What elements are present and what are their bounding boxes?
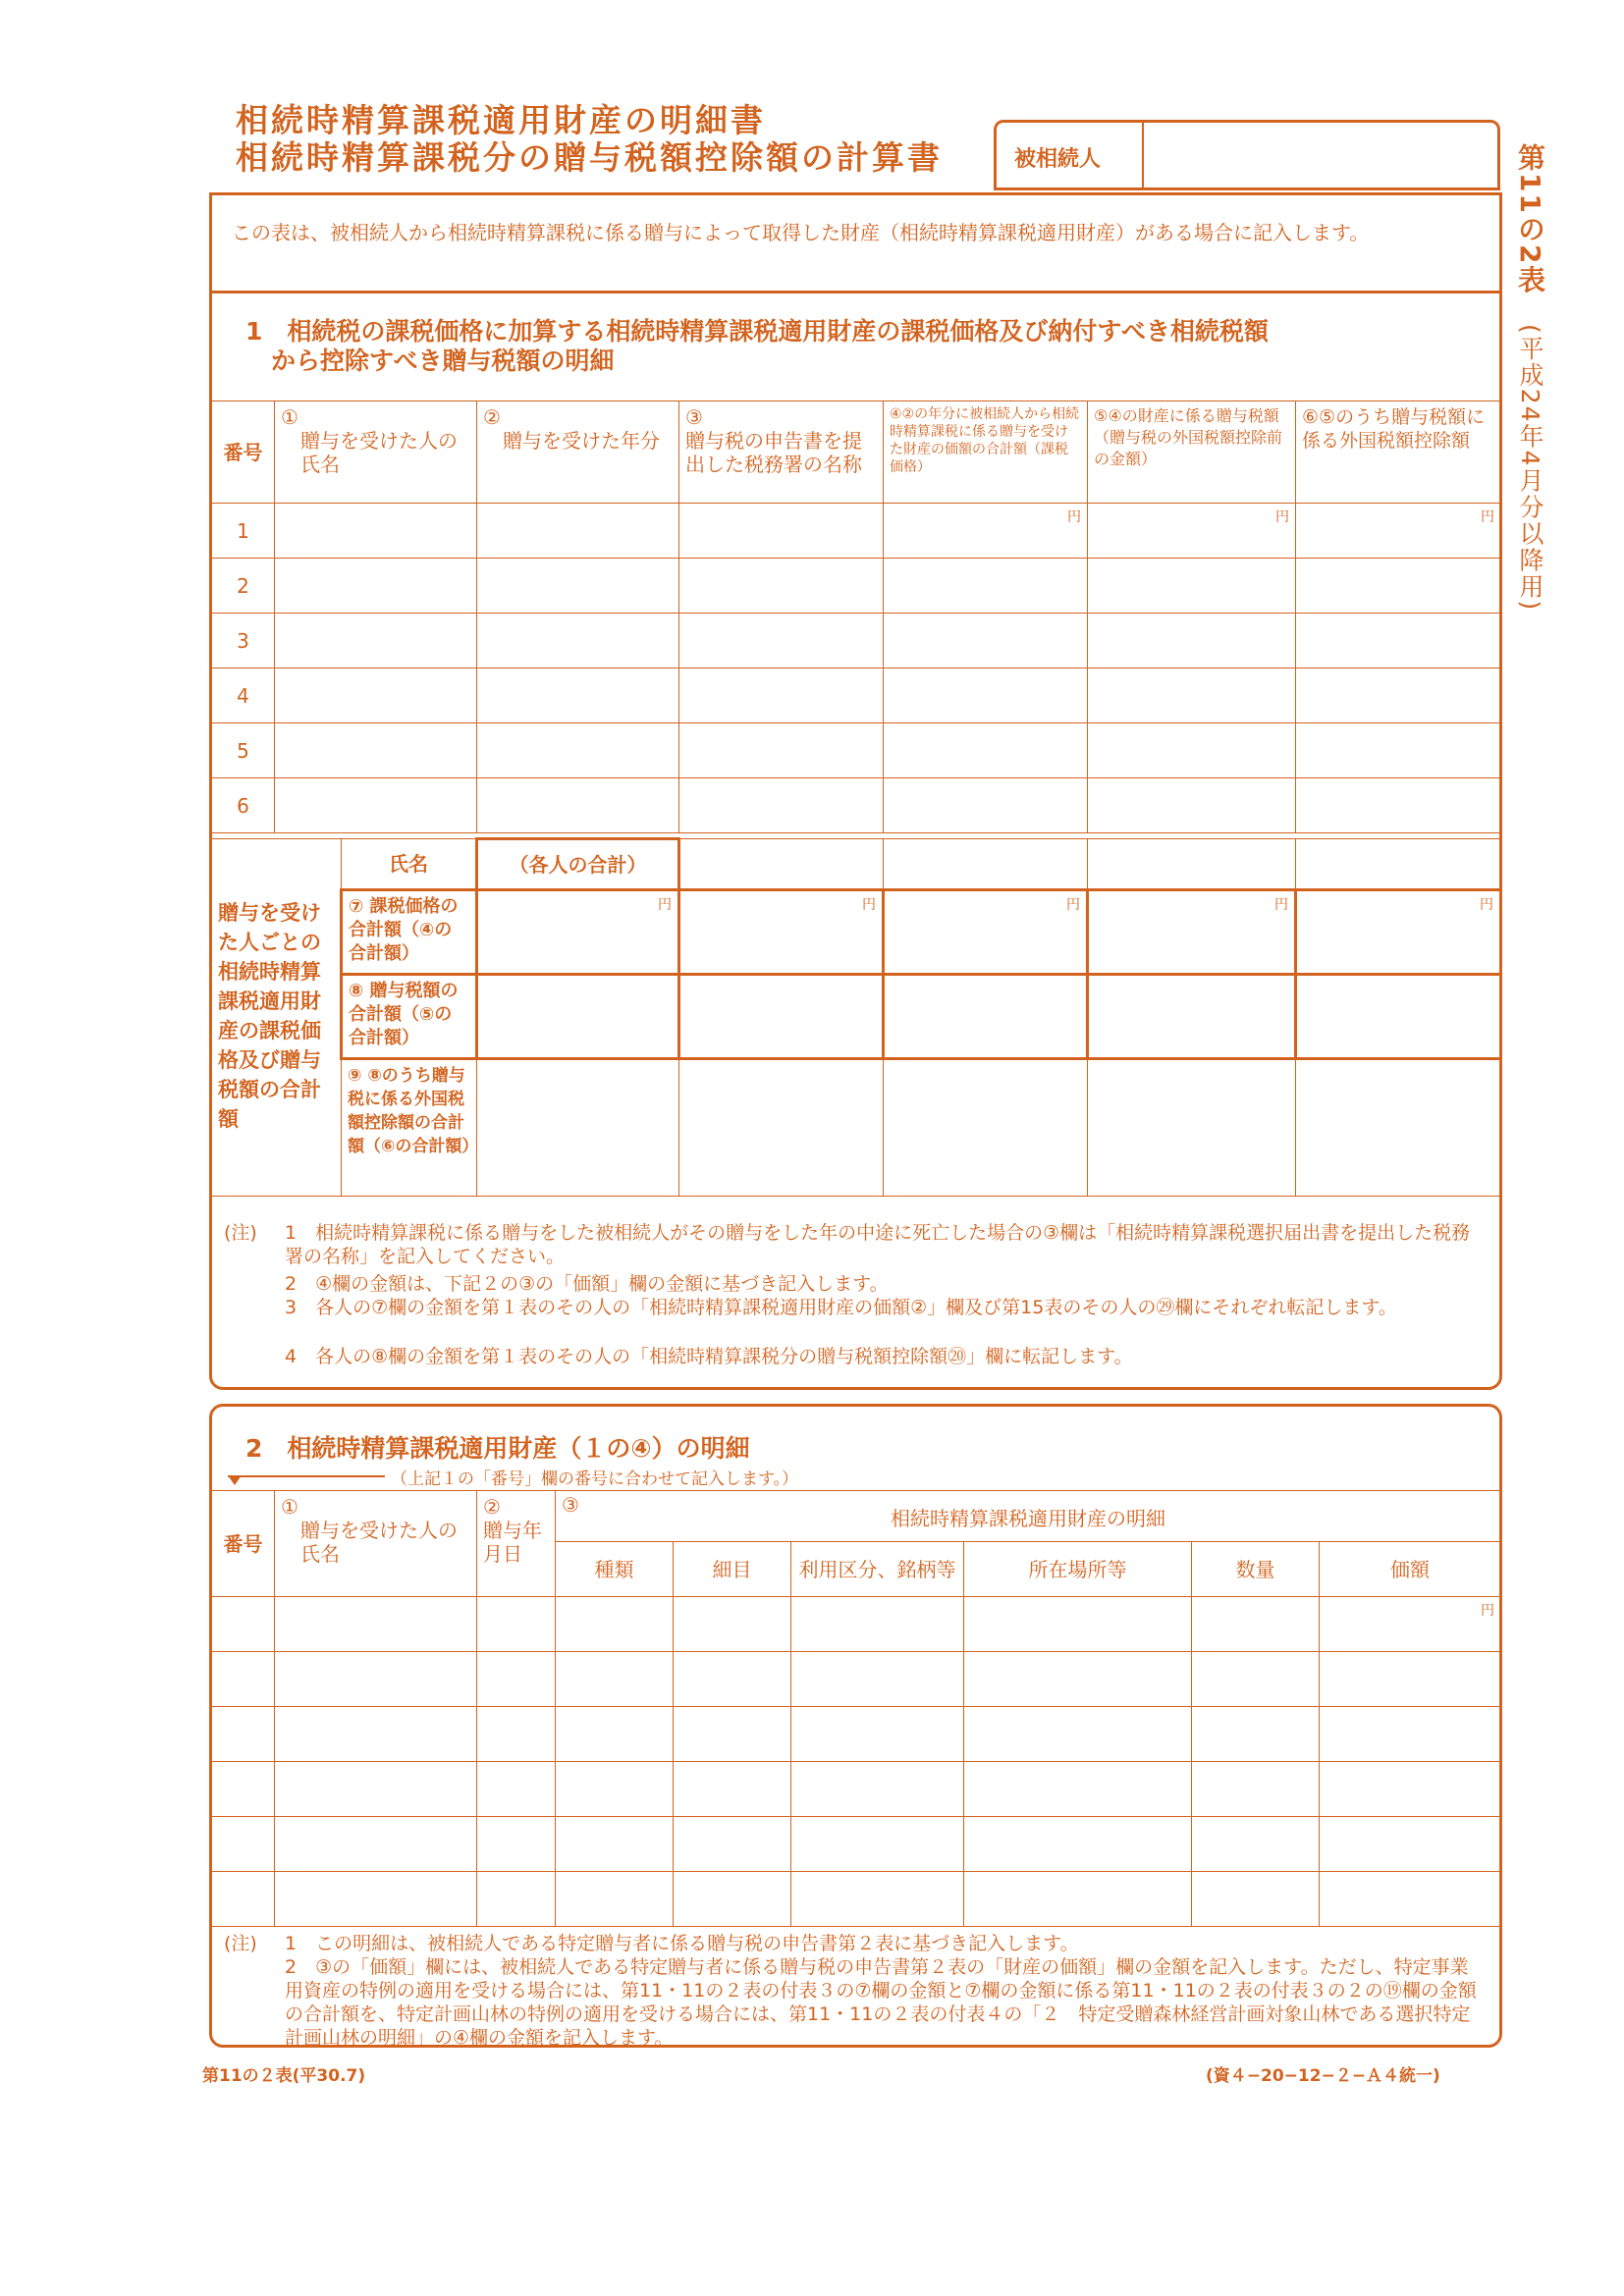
arrow-line [228, 1475, 385, 1477]
s2-col1-header [275, 1491, 477, 1597]
s2-usage-cell[interactable] [791, 1817, 964, 1872]
col5-label: ④の財産に係る贈与税額（贈与税の外国税額控除前の金額） [1094, 406, 1283, 468]
s2-number-cell[interactable] [212, 1652, 275, 1707]
foreign-credit-cell[interactable] [1296, 778, 1501, 833]
notes1-item4: 4 各人の⑧欄の金額を第１表のその人の「相続時精算課税分の贈与税額控除額⑳」欄に転記します。 [285, 1346, 1133, 1367]
s2-usage-cell[interactable] [791, 1762, 964, 1817]
s2-date-cell[interactable] [477, 1762, 556, 1817]
row-number: 2 [212, 559, 275, 614]
name-cell[interactable] [275, 614, 477, 668]
person-value-cell[interactable]: 円 [1088, 890, 1296, 975]
s2-number-cell[interactable] [212, 1817, 275, 1872]
section1-table [211, 400, 1501, 833]
name-cell[interactable] [275, 778, 477, 833]
s2-col2-header [477, 1491, 556, 1597]
col2-header [477, 401, 679, 504]
s2-name-cell[interactable] [275, 1597, 477, 1652]
side-period: (平成24年4月分以降用) [1516, 324, 1544, 613]
notes1-item1: 1 相続時精算課税に係る贈与をした被相続人がその贈与をした年の中途に死亡した場合の③欄は「相続時精算課税選択届出書を提出した税務署の名称」を記入してください。 [285, 1222, 1471, 1267]
col3-label: 贈与税の申告書を提出した税務署の名称 [685, 429, 862, 476]
s2-date-cell[interactable] [477, 1707, 556, 1762]
s2-number-cell[interactable] [212, 1872, 275, 1927]
col4-mark: ④ [890, 406, 902, 422]
col5-header [1088, 401, 1296, 504]
year-cell[interactable] [477, 504, 679, 559]
notes1-item2: 2 ④欄の金額は、下記２の③の「価額」欄の金額に基づき記入します。 [285, 1273, 889, 1295]
s2-type-cell[interactable] [556, 1707, 674, 1762]
s2-name-cell[interactable] [275, 1762, 477, 1817]
name-cell[interactable] [275, 668, 477, 723]
s2-value-cell[interactable] [1320, 1707, 1501, 1762]
s2-col2-label: 贈与年月日 [483, 1519, 542, 1566]
s2-number-cell[interactable] [212, 1762, 275, 1817]
value-cell[interactable] [884, 614, 1088, 668]
row-number: 1 [212, 504, 275, 559]
col2-mark: ② [483, 405, 501, 429]
row-number: 5 [212, 723, 275, 778]
s2-name-cell[interactable] [275, 1652, 477, 1707]
name-cell[interactable] [275, 559, 477, 614]
summary-table [211, 837, 1502, 1197]
s2-item-cell[interactable] [674, 1817, 791, 1872]
person-value-cell[interactable]: 円 [679, 890, 884, 975]
s2-item-cell[interactable] [674, 1652, 791, 1707]
s2-col3-label: 相続時精算課税適用財産の明細 [891, 1507, 1166, 1530]
tax-cell[interactable] [1088, 668, 1296, 723]
col1-header [275, 401, 477, 504]
person-tax-cell[interactable] [1088, 975, 1296, 1059]
s2-location-cell[interactable] [964, 1872, 1192, 1927]
s2-location-cell[interactable] [964, 1762, 1192, 1817]
footer-left: 第11の２表(平30.7) [202, 2066, 366, 2086]
col2-label: 贈与を受けた年分 [503, 429, 660, 453]
year-cell[interactable] [477, 559, 679, 614]
tax-cell[interactable] [1088, 778, 1296, 833]
s2-quantity-cell[interactable] [1192, 1652, 1320, 1707]
row-number: 6 [212, 778, 275, 833]
total-value-cell[interactable]: 円 [477, 890, 679, 975]
notes1-label: (注) [224, 1222, 257, 1244]
tax-cell[interactable] [1088, 723, 1296, 778]
total-label: （各人の合計） [477, 839, 679, 890]
s2-quantity-cell[interactable] [1192, 1872, 1320, 1927]
notes2-label: (注) [224, 1933, 257, 1954]
tax-cell[interactable]: 円 [1088, 504, 1296, 559]
col1-label: 贈与を受けた人の氏名 [300, 429, 458, 476]
s2-sub-value: 価額 [1320, 1542, 1501, 1597]
foreign-credit-cell[interactable] [1296, 614, 1501, 668]
value-cell[interactable]: 円 [884, 504, 1088, 559]
col6-label: ⑤のうち贈与税額に係る外国税額控除額 [1302, 406, 1486, 452]
table-row [212, 1707, 1501, 1762]
divider [209, 291, 1502, 294]
person-name-cell[interactable] [884, 839, 1088, 890]
row7-mark: ⑦ [349, 896, 364, 917]
row-number: 4 [212, 668, 275, 723]
s2-usage-cell[interactable] [791, 1597, 964, 1652]
s2-sub-location: 所在場所等 [964, 1542, 1192, 1597]
person-tax-cell[interactable] [679, 975, 884, 1059]
value-cell[interactable] [884, 778, 1088, 833]
office-cell[interactable] [679, 504, 884, 559]
tax-cell[interactable] [1088, 559, 1296, 614]
person-tax-cell[interactable] [884, 975, 1088, 1059]
s2-value-cell[interactable] [1320, 1872, 1501, 1927]
col-number-header: 番号 [212, 401, 275, 504]
table-row [212, 723, 1501, 778]
s2-number-cell[interactable] [212, 1707, 275, 1762]
decedent-field[interactable] [1146, 123, 1497, 187]
s2-value-cell[interactable] [1320, 1817, 1501, 1872]
tax-cell[interactable] [1088, 614, 1296, 668]
person-credit-cell[interactable] [679, 1059, 884, 1197]
row8-mark: ⑧ [349, 981, 364, 1001]
section1-title-line2: から控除すべき贈与税額の明細 [271, 347, 615, 375]
value-cell[interactable] [884, 723, 1088, 778]
s2-type-cell[interactable] [556, 1597, 674, 1652]
person-credit-cell[interactable] [884, 1059, 1088, 1197]
foreign-credit-cell[interactable] [1296, 559, 1501, 614]
s2-quantity-cell[interactable] [1192, 1597, 1320, 1652]
s2-date-cell[interactable] [477, 1597, 556, 1652]
s2-col3-mark: ③ [562, 1493, 579, 1517]
person-name-cell[interactable] [1088, 839, 1296, 890]
office-cell[interactable] [679, 668, 884, 723]
s2-quantity-cell[interactable] [1192, 1762, 1320, 1817]
s2-name-cell[interactable] [275, 1872, 477, 1927]
office-cell[interactable] [679, 723, 884, 778]
row9-mark: ⑨ [348, 1066, 362, 1086]
s2-quantity-cell[interactable] [1192, 1817, 1320, 1872]
total-tax-cell[interactable] [477, 975, 679, 1059]
s2-sub-type: 種類 [556, 1542, 674, 1597]
s2-item-cell[interactable] [674, 1872, 791, 1927]
s2-location-cell[interactable] [964, 1652, 1192, 1707]
s2-sub-item: 細目 [674, 1542, 791, 1597]
office-cell[interactable] [679, 614, 884, 668]
person-name-cell[interactable] [1296, 839, 1501, 890]
value-cell[interactable] [884, 559, 1088, 614]
s2-usage-cell[interactable] [791, 1872, 964, 1927]
s2-col-number-header: 番号 [212, 1491, 275, 1597]
person-value-cell[interactable]: 円 [884, 890, 1088, 975]
s2-col3-header [556, 1491, 1501, 1542]
year-cell[interactable] [477, 723, 679, 778]
foreign-credit-cell[interactable] [1296, 668, 1501, 723]
year-cell[interactable] [477, 778, 679, 833]
s2-location-cell[interactable] [964, 1817, 1192, 1872]
decedent-box [994, 120, 1500, 190]
s2-item-cell[interactable] [674, 1762, 791, 1817]
s2-usage-cell[interactable] [791, 1652, 964, 1707]
notes2-item1: 1 この明細は、被相続人である特定贈与者に係る贈与税の申告書第２表に基づき記入します。 [285, 1933, 1079, 1954]
row9-text: ⑧のうち贈与税に係る外国税額控除額の合計額（⑥の合計額） [348, 1066, 479, 1156]
name-cell[interactable] [275, 504, 477, 559]
col1-mark: ① [281, 405, 298, 429]
s2-type-cell[interactable] [556, 1817, 674, 1872]
s2-type-cell[interactable] [556, 1762, 674, 1817]
s2-usage-cell[interactable] [791, 1707, 964, 1762]
person-tax-cell[interactable] [1296, 975, 1501, 1059]
year-cell[interactable] [477, 614, 679, 668]
row8-label [342, 975, 477, 1059]
col3-header [679, 401, 884, 504]
s2-sub-usage: 利用区分、銘柄等 [791, 1542, 964, 1597]
col4-header [884, 401, 1088, 504]
table-row [212, 504, 1501, 559]
table-row [212, 1762, 1501, 1817]
row8-text: 贈与税額の合計額（⑤の合計額） [349, 981, 459, 1048]
person-name-cell[interactable] [679, 839, 884, 890]
summary-side-label: 贈与を受けた人ごとの相続時精算課税適用財産の課税価格及び贈与税額の合計額 [212, 839, 342, 1197]
foreign-credit-cell[interactable] [1296, 723, 1501, 778]
name-cell[interactable] [275, 723, 477, 778]
s2-type-cell[interactable] [556, 1872, 674, 1927]
s2-sub-quantity: 数量 [1192, 1542, 1320, 1597]
office-cell[interactable] [679, 778, 884, 833]
side-form-number: 第11の2表 [1514, 143, 1546, 295]
title-line1: 相続時精算課税適用財産の明細書 [236, 101, 766, 139]
section2-table [211, 1490, 1501, 1927]
col6-mark: ⑥ [1302, 406, 1320, 428]
s2-location-cell[interactable] [964, 1597, 1192, 1652]
table-row [212, 668, 1501, 723]
row7-text: 課税価格の合計額（④の合計額） [349, 896, 459, 964]
intro-text: この表は、被相続人から相続時精算課税に係る贈与によって取得した財産（相続時精算課税適用財産）がある場合に記入します。 [232, 221, 1370, 244]
person-value-cell[interactable]: 円 [1296, 890, 1501, 975]
row-number: 3 [212, 614, 275, 668]
total-credit-cell[interactable] [477, 1059, 679, 1197]
table-row [212, 1652, 1501, 1707]
s2-name-cell[interactable] [275, 1817, 477, 1872]
row9-label [342, 1059, 477, 1197]
person-credit-cell[interactable] [1088, 1059, 1296, 1197]
table-row [212, 1597, 1501, 1652]
title-line2: 相続時精算課税分の贈与税額控除額の計算書 [236, 138, 943, 177]
section2-subtitle: （上記１の「番号」欄の番号に合わせて記入します。） [391, 1469, 799, 1489]
year-cell[interactable] [477, 668, 679, 723]
s2-col1-label: 贈与を受けた人の氏名 [300, 1519, 458, 1566]
s2-quantity-cell[interactable] [1192, 1707, 1320, 1762]
table-row [212, 559, 1501, 614]
s2-item-cell[interactable] [674, 1597, 791, 1652]
col6-header [1296, 401, 1501, 504]
notes1-item3: 3 各人の⑦欄の金額を第１表のその人の「相続時精算課税適用財産の価額②」欄及び第15表のその人の㉙欄にそれぞれ転記します。 [285, 1297, 1397, 1318]
s2-col1-mark: ① [281, 1495, 298, 1519]
table-row [212, 778, 1501, 833]
col3-mark: ③ [685, 405, 703, 429]
s2-location-cell[interactable] [964, 1707, 1192, 1762]
table-row [212, 1872, 1501, 1927]
row7-label [342, 890, 477, 975]
s2-value-cell[interactable] [1320, 1652, 1501, 1707]
value-cell[interactable] [884, 668, 1088, 723]
s2-type-cell[interactable] [556, 1652, 674, 1707]
person-credit-cell[interactable] [1296, 1059, 1501, 1197]
s2-value-cell[interactable] [1320, 1762, 1501, 1817]
decedent-label: 被相続人 [997, 123, 1144, 187]
office-cell[interactable] [679, 559, 884, 614]
foreign-credit-cell[interactable]: 円 [1296, 504, 1501, 559]
table-row [212, 614, 1501, 668]
s2-number-cell[interactable] [212, 1597, 275, 1652]
s2-value-cell[interactable]: 円 [1320, 1597, 1501, 1652]
s2-col2-mark: ② [483, 1495, 501, 1519]
col4-label: ②の年分に被相続人から相続時精算課税に係る贈与を受けた財産の価額の合計額（課税価格） [890, 406, 1080, 475]
section1-title-line1: 1 相続税の課税価格に加算する相続時精算課税適用財産の課税価格及び納付すべき相続税額 [245, 317, 1269, 346]
s2-date-cell[interactable] [477, 1872, 556, 1927]
s2-name-cell[interactable] [275, 1707, 477, 1762]
col5-mark: ⑤ [1094, 406, 1109, 425]
notes2-item2: 2 ③の「価額」欄には、被相続人である特定贈与者に係る贈与税の申告書第２表の「財産の価額」欄の金額を記入します。ただし、特定事業用資産の特例の適用を受ける場合には、第11・11の２表の付表３の⑦欄の金額と⑦欄の金額に係る第11・11の２表の付表３の２の⑲欄の金額の合計額を、特定計画山林の特例の適用を受ける場合には、第11・11の２表の付表４の「２ 特定受贈森林経営計画対象山林である選択特定計画山林の明細」の④欄の金額を記入します。 [285, 1956, 1477, 2049]
table-row [212, 1817, 1501, 1872]
s2-item-cell[interactable] [674, 1707, 791, 1762]
name-label: 氏名 [342, 839, 477, 890]
section2-title: 2 相続時精算課税適用財産（１の④）の明細 [245, 1434, 750, 1463]
footer-right: (資４−20−12−２−Ａ４統一) [1206, 2066, 1440, 2086]
arrow-down-icon [228, 1475, 242, 1485]
s2-date-cell[interactable] [477, 1652, 556, 1707]
s2-date-cell[interactable] [477, 1817, 556, 1872]
